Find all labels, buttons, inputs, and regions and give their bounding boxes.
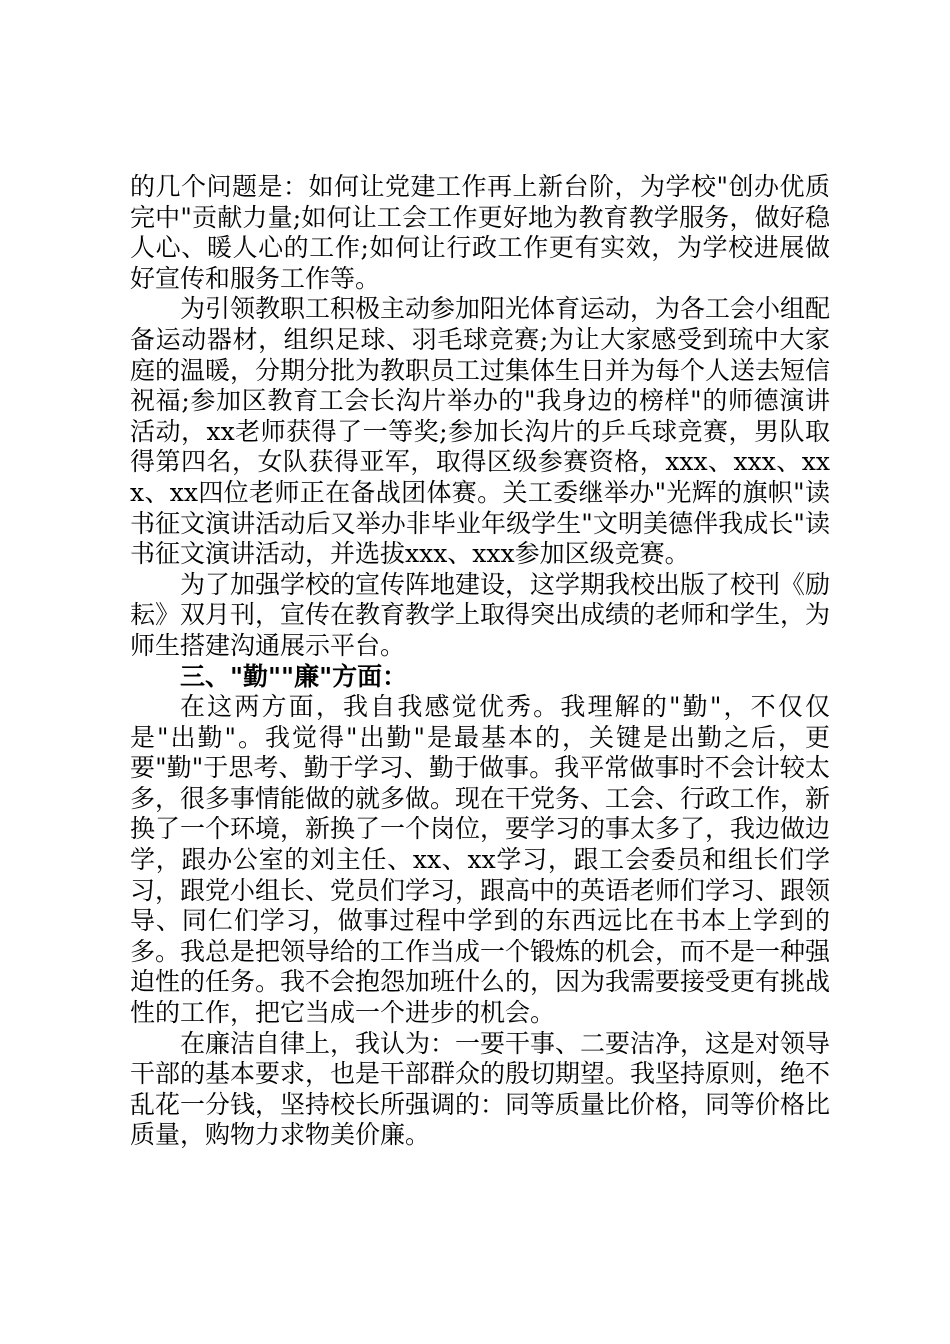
paragraph-integrity: 在廉洁自律上，我认为：一要干事、二要洁净，这是对领导干部的基本要求，也是干部群众的殷切期望。我坚持原则，绝不乱花一分钱，坚持校长所强调的：同等质量比价格，同等价格比质量，购物力求物美价廉。 (130, 1028, 831, 1150)
paragraph-union-activities: 为引领教职工积极主动参加阳光体育运动，为各工会小组配备运动器材，组织足球、羽毛球竞赛;为让大家感受到琉中大家庭的温暖，分期分批为教职员工过集体生日并为每个人送去短信祝福;参加区教育工会长沟片举办的"我身边的榜样"的师德演讲活动，xx老师获得了一等奖;参加长沟片的乒乓球竞赛，男队取得第四名，女队获得亚军，取得区级参赛资格，xxx、xxx、xxx、xx四位老师正在备战团体赛。关工委继举办"光辉的旗帜"读书征文演讲活动后又举办非毕业年级学生"文明美德伴我成长"读书征文演讲活动，并选拔xxx、xxx参加区级竞赛。 (130, 294, 831, 569)
section-heading-diligence-integrity: 三、"勤""廉"方面： (180, 661, 408, 691)
paragraph-diligence: 在这两方面，我自我感觉优秀。我理解的"勤"，不仅仅是"出勤"。我觉得"出勤"是最基本的，关键是出勤之后，更要"勤"于思考、勤于学习、勤于做事。我平常做事时不会计较太多，很多事情能做的就多做。现在干党务、工会、行政工作，新换了一个环境，新换了一个岗位，要学习的事太多了，我边做边学，跟办公室的刘主任、xx、xx学习，跟工会委员和组长们学习，跟党小组长、党员们学习，跟高中的英语老师们学习、跟领导、同仁们学习，做事过程中学到的东西远比在书本上学到的多。我总是把领导给的工作当成一个锻炼的机会，而不是一种强迫性的任务。我不会抱怨加班什么的，因为我需要接受更有挑战性的工作，把它当成一个进步的机会。 (130, 692, 831, 1028)
document-page (130, 172, 830, 1151)
paragraph-party-questions: 的几个问题是：如何让党建工作再上新台阶，为学校"创办优质完中"贡献力量;如何让工会工作更好地为教育教学服务，做好稳人心、暖人心的工作;如何让行政工作更有实效，为学校进展做好宣传和服务工作等。 (130, 172, 830, 293)
paragraph-school-journal: 为了加强学校的宣传阵地建设，这学期我校出版了校刊《励耘》双月刊，宣传在教育教学上取得突出成绩的老师和学生，为师生搭建沟通展示平台。 (130, 569, 831, 660)
